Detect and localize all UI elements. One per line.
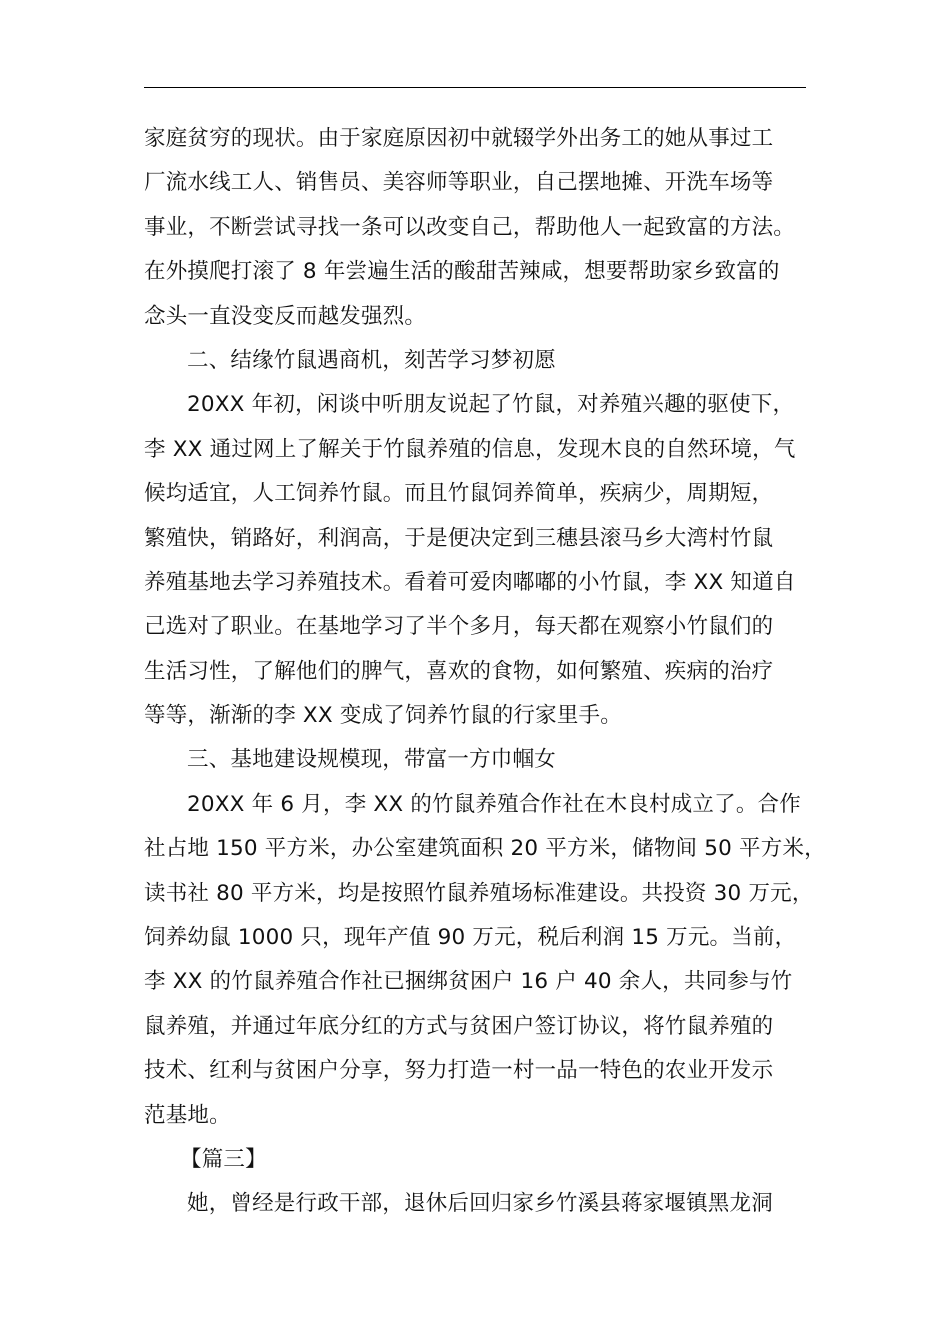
header-rule bbox=[144, 87, 806, 88]
body-line: 己选对了职业。在基地学习了半个多月，每天都在观察小竹鼠们的 bbox=[144, 614, 774, 640]
body-line: 繁殖快，销路好，利润高，于是便决定到三穗县滚马乡大湾村竹鼠 bbox=[144, 525, 774, 551]
body-line: 范基地。 bbox=[144, 1102, 231, 1128]
body-line: 家庭贫穷的现状。由于家庭原因初中就辍学外出务工的她从事过工 bbox=[144, 126, 774, 151]
body-line: 在外摸爬打滚了 8 年尝遍生活的酸甜苦辣咸，想要帮助家乡致富的 bbox=[144, 259, 780, 285]
body-line: 鼠养殖，并通过年底分红的方式与贫困户签订协议，将竹鼠养殖的 bbox=[144, 1013, 774, 1039]
body-line: 厂流水线工人、销售员、美容师等职业，自己摆地摊、开洗车场等 bbox=[144, 170, 774, 196]
body-line: 候均适宜，人工饲养竹鼠。而且竹鼠饲养简单，疾病少，周期短， bbox=[144, 481, 774, 507]
body-line: 饲养幼鼠 1000 只，现年产值 90 万元，税后利润 15 万元。当前， bbox=[144, 925, 797, 951]
section-heading-3: 三、基地建设规模现，带富一方巾帼女 bbox=[187, 747, 556, 773]
body-line: 李 XX 通过网上了解关于竹鼠养殖的信息，发现木良的自然环境，气 bbox=[144, 436, 796, 462]
body-line: 技术、红利与贫困户分享，努力打造一村一品一特色的农业开发示 bbox=[144, 1058, 774, 1084]
body-line: 念头一直没变反而越发强烈。 bbox=[144, 303, 427, 329]
body-line: 20XX 年初，闲谈中听朋友说起了竹鼠，对养殖兴趣的驱使下， bbox=[187, 392, 795, 418]
body-line: 20XX 年 6 月，李 XX 的竹鼠养殖合作社在木良村成立了。合作 bbox=[187, 791, 801, 817]
body-line: 社占地 150 平方米，办公室建筑面积 20 平方米，储物间 50 平方米， bbox=[144, 836, 826, 862]
document-body bbox=[144, 117, 826, 1227]
body-line: 读书社 80 平方米，均是按照竹鼠养殖场标准建设。共投资 30 万元， bbox=[144, 880, 814, 906]
section-heading-2: 二、结缘竹鼠遇商机，刻苦学习梦初愿 bbox=[187, 347, 556, 373]
body-line: 等等，渐渐的李 XX 变成了饲养竹鼠的行家里手。 bbox=[144, 703, 622, 729]
body-line: 养殖基地去学习养殖技术。看着可爱肉嘟嘟的小竹鼠，李 XX 知道自 bbox=[144, 569, 796, 595]
body-line: 生活习性，了解他们的脾气，喜欢的食物，如何繁殖、疾病的治疗 bbox=[144, 658, 774, 684]
chapter-heading: 【篇三】 bbox=[180, 1146, 267, 1172]
body-line: 李 XX 的竹鼠养殖合作社已捆绑贫困户 16 户 40 余人，共同参与竹 bbox=[144, 969, 793, 995]
body-line: 事业，不断尝试寻找一条可以改变自己，帮助他人一起致富的方法。 bbox=[144, 214, 796, 240]
body-line: 她，曾经是行政干部，退休后回归家乡竹溪县蒋家堰镇黑龙洞 bbox=[187, 1191, 773, 1217]
